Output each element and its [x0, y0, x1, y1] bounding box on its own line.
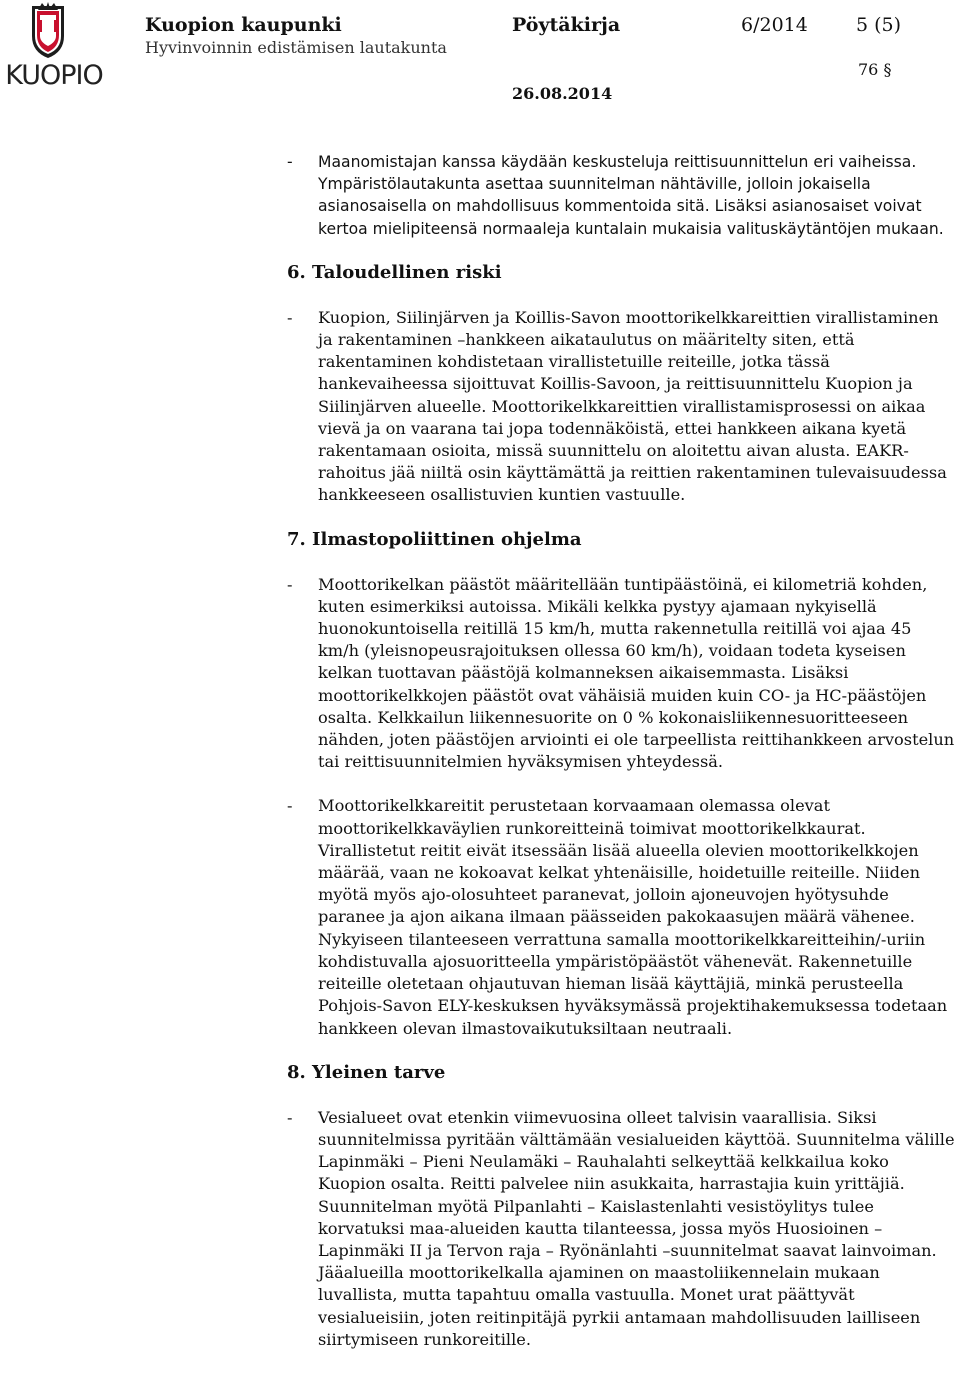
list-item	[287, 307, 957, 507]
list-item	[287, 1107, 957, 1351]
bullet-dash: -	[287, 307, 293, 327]
item-text: Vesialueet ovat etenkin viimevuosina olleet talvisin vaarallisia. Siksi suunnitelmissa pyritään välttämään vesialueiden käyttöä. Suunnitelma välille Lapinmäki – Pieni Neulamäki – Rauhalahti selkeyttää kelkkailua koko Kuopion osalta. Reitti palvelee niin asukkaita, harrastajia kuin yrittäjiä. Suunnitelman myötä Pilpanlahti – Kaislastenlahti vesistöylitys tulee korvatuksi maa-alueiden kautta tilanteessa, jossa myös Huosioinen – Lapinmäki II ja Tervon raja – Ryönänlahti –suunnitelmat saavat lainvoiman. Jääalueilla moottorikelkalla ajaminen on maastoliikennelain mukaan luvallista, mutta tapahtuu omalla vastuulla. Monet urat päättyvät vesialueisiin, joten reitinpitäjä pyrkii antamaan mahdollisuuden lailliseen siirtymiseen runkoreitille.	[318, 1107, 955, 1349]
section-heading: 6. Taloudellinen riski	[287, 261, 502, 283]
bullet-dash: -	[287, 153, 293, 171]
department-name: Hyvinvoinnin edistämisen lautakunta	[145, 38, 447, 57]
list-item	[287, 795, 957, 1039]
section-heading: 8. Yleinen tarve	[287, 1061, 446, 1083]
coat-of-arms-icon	[4, 2, 100, 62]
document-type: Pöytäkirja	[512, 14, 621, 36]
list-item	[287, 574, 957, 774]
kuopio-logo	[4, 2, 103, 94]
page-number: 5 (5)	[856, 14, 902, 36]
item-text: Moottorikelkan päästöt määritellään tuntipäästöinä, ei kilometriä kohden, kuten esimerkiksi autoissa. Mikäli kelkka pystyy ajamaan nykyisellä huonokuntoisella reitillä 15 km/h, mutta rakennetulla reitillä voi ajaa 45 km/h (yleisnopeusrajoituksen ollessa 60 km/h), voidaan todeta kyseisen kelkan tuottavan päästöjä kolmanneksen aikaisemmasta. Lisäksi moottorikelkkojen päästöt ovat vähäisiä muiden kuin CO- ja HC-päästöjen osalta. Kelkkailun liikennesuorite on 0 % kokonaisliikennesuoritteeseen nähden, joten päästöjen arviointi ei ole tarpeellista reittihankkeen arvostelun tai reittisuunnitelmien hyväksymisen yhteydessä.	[318, 574, 955, 772]
bullet-dash: -	[287, 796, 293, 816]
organization-name: Kuopion kaupunki	[145, 14, 342, 36]
logo-text: KUOPIO	[5, 60, 103, 91]
document-body	[287, 151, 957, 1351]
item-text: Maanomistajan kanssa käydään keskusteluja reittisuunnittelun eri vaiheissa. Ympäristölautakunta asettaa suunnitelman nähtäville, jolloin jokaisella asianosaisella on mahdollisuus kommentoida sitä. Lisäksi asianosaiset voivat kertoa mielipiteensä normaaleja kuntalain mukaisia valituskäytäntöjen mukaan.	[318, 153, 944, 238]
document-number: 6/2014	[741, 14, 808, 36]
list-item	[287, 151, 957, 240]
item-text: Moottorikelkkareitit perustetaan korvaamaan olemassa olevat moottorikelkkaväylien runkoreitteinä toimivat moottorikelkkaurat. Virallistetut reitit eivät itsessään lisää alueella olevien moottorikelkkojen määrää, vaan ne kokoavat kelkat yhtenäisille, hoidetuille reiteille. Niiden myötä myös ajo-olosuhteet paranevat, jolloin ajoneuvojen hyötysuhde paranee ja ajon aikana ilmaan päässeiden pakokaasujen määrä vähenee. Nykyiseen tilanteeseen verrattuna samalla moottorikelkkareitteihin/-uriin kohdistuvalla ajosuoritteella ympäristöpäästöt vähenevät. Rakennetuille reiteille oletetaan ohjautuvan hieman lisää käyttäjiä, minkä perusteella Pohjois-Savon ELY-keskuksen hyväksymässä projektihakemuksessa todetaan hankkeen olevan ilmastovaikutuksiltaan neutraali.	[318, 796, 948, 1038]
bullet-dash: -	[287, 1107, 293, 1127]
section-heading: 7. Ilmastopoliittinen ohjelma	[287, 528, 582, 550]
item-text: Kuopion, Siilinjärven ja Koillis-Savon moottorikelkkareittien virallistaminen ja rakentaminen –hankkeen aikataulutus on määritelty siten, että rakentaminen kohdistetaan virallistetuille reiteille, jotka tässä hankevaiheessa sijoittuvat Koillis-Savoon, ja reittisuunnittelu Kuopion ja Siilinjärven alueelle. Moottorikelkkareittien virallistamisprosessi on aikaa vievä ja on vaarana tai jopa todennäköistä, ettei hankkeen aikana kyetä rakentamaan osioita, missä suunnittelu on aloitettu aivan alusta. EAKR-rahoitus jää niiltä osin käyttämättä ja reittien rakentaminen tulevaisuudessa hankkeeseen osallistuvien kuntien vastuulle.	[318, 307, 947, 505]
meeting-date: 26.08.2014	[512, 84, 613, 103]
bullet-dash: -	[287, 574, 293, 594]
paragraph-number: 76 §	[858, 60, 892, 79]
